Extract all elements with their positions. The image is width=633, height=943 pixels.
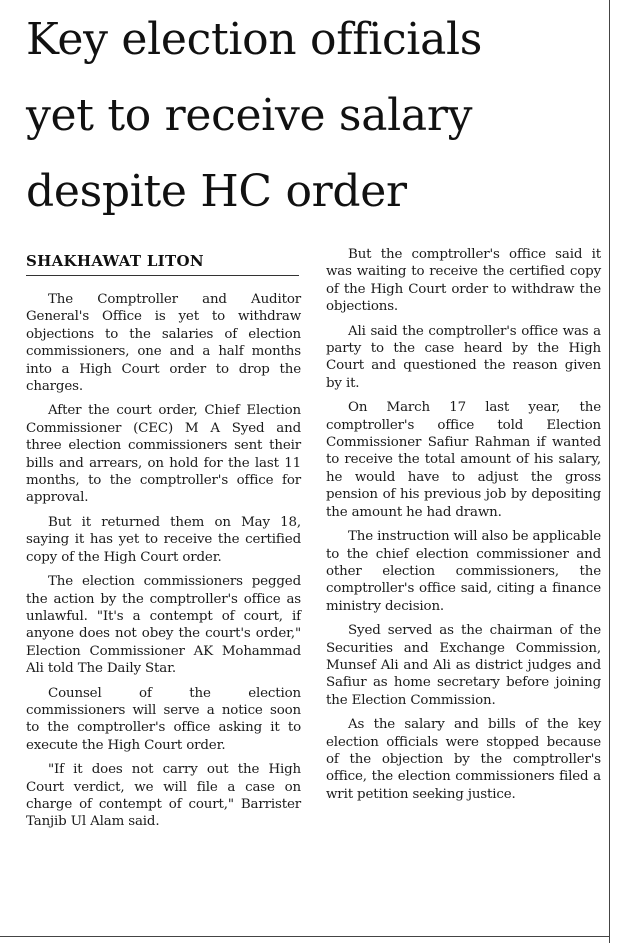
paragraph: On March 17 last year, the comptroller's office told Election Commissioner Safiur Rahman if wanted to receive the total amount of his salary, he would have to adjust the gross pension of his previous job by depositing the amount he had drawn. (326, 400, 601, 520)
paragraph: Ali said the comptroller's office was a party to the case heard by the High Court and questioned the reason given by it. (326, 323, 601, 391)
paragraph: Syed served as the chairman of the Securities and Exchange Commission, Munsef Ali and Ali as district judges and Safiur as home secretary before joining the Election Commission. (326, 623, 601, 708)
headline-line-1: Key election officials (26, 14, 483, 65)
paragraph: But the comptroller's office said it was waiting to receive the certified copy of the High Court order to withdraw the objections. (326, 247, 601, 315)
clipping-right-border (609, 0, 610, 943)
byline: SHAKHAWAT LITON (26, 252, 204, 270)
paragraph: Counsel of the election commissioners will serve a notice soon to the comptroller's office asking it to execute the High Court order. (26, 685, 301, 753)
headline-line-2: yet to receive salary (26, 90, 473, 141)
article-column-left (26, 291, 301, 838)
article-column-right (326, 246, 601, 810)
paragraph: The election commissioners pegged the action by the comptroller's office as unlawful. "It's a contempt of court, if anyone does not obey the court's order," Election Commissioner AK Mohammad Ali told The Daily Star. (26, 574, 301, 677)
paragraph: After the court order, Chief Election Commissioner (CEC) M A Syed and three election commissioners sent their bills and arrears, on hold for the last 11 months, to the comptroller's office for approval. (26, 403, 301, 506)
headline-line-3: despite HC order (26, 166, 407, 217)
paragraph: The Comptroller and Auditor General's Office is yet to withdraw objections to the salaries of election commissioners, one and a half months into a High Court order to drop the charges. (26, 292, 301, 395)
paragraph: As the salary and bills of the key election officials were stopped because of the objection by the comptroller's office, the election commissioners filed a writ petition seeking justice. (326, 717, 601, 802)
headline (26, 2, 606, 230)
paragraph: The instruction will also be applicable to the chief election commissioner and other election commissioners, the comptroller's office said, citing a finance ministry decision. (326, 529, 601, 614)
paragraph: "If it does not carry out the High Court verdict, we will file a case on charge of contempt of court," Barrister Tanjib Ul Alam said. (26, 762, 301, 830)
paragraph: But it returned them on May 18, saying it has yet to receive the certified copy of the High Court order. (26, 514, 301, 565)
clipping-bottom-border (0, 936, 610, 937)
byline-divider (26, 275, 299, 276)
